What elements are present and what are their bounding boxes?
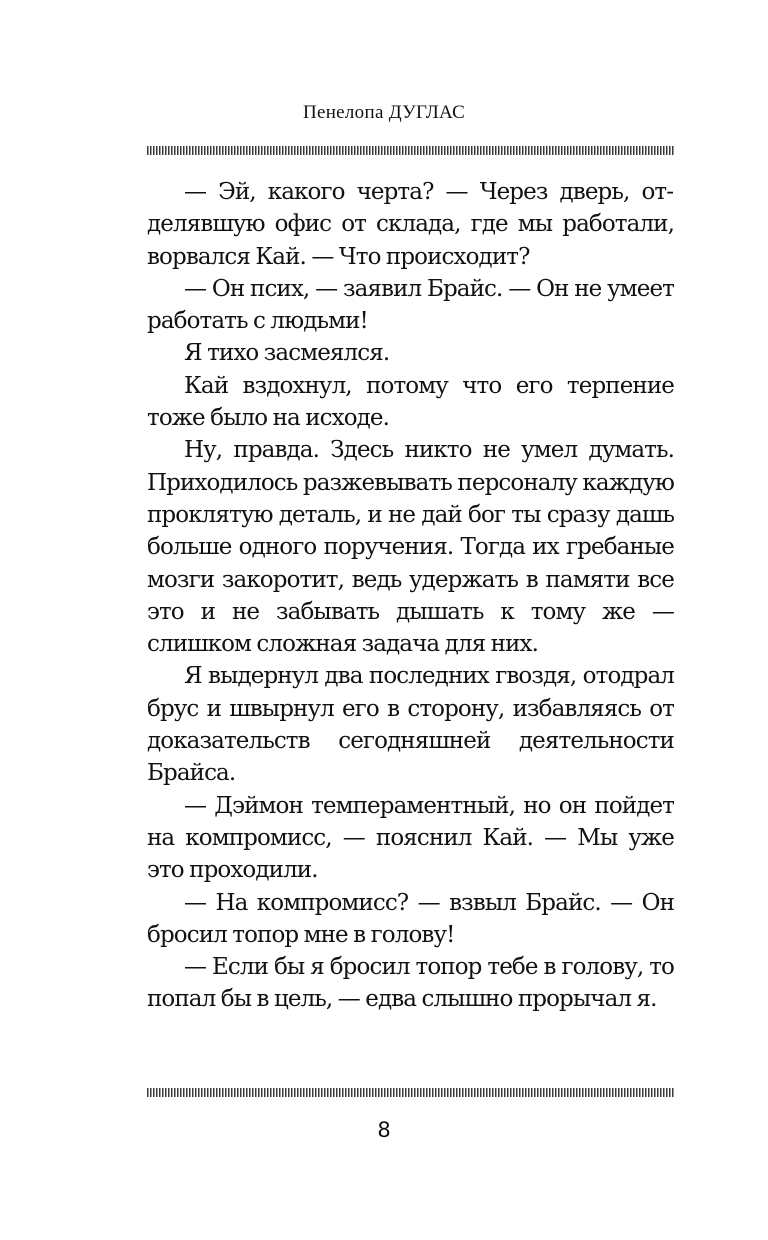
bottom-decorative-rule: [147, 1088, 674, 1097]
paragraph: Я выдернул два последних гвоздя, отодрал брус и швырнул его в сторону, избавляясь от доказательств сегодняшней деятельности Брайса.: [147, 663, 674, 787]
paragraph: — На компромисс? — взвыл Брайс. — Он бросил топор мне в голову!: [147, 889, 674, 948]
paragraph: Я тихо засмеялся.: [184, 340, 390, 367]
paragraph: Ну, правда. Здесь никто не умел думать. Приходилось разжевывать персоналу каждую проклятую деталь, и не дай бог ты сразу дашь больше одного поручения. Тогда их гребаные мозги закоротит, ведь удержать в памяти все это и не забывать дышать к тому же — слишком сложная задача для них.: [147, 437, 674, 658]
page-number: 8: [377, 1118, 391, 1142]
paragraph: — Дэймон темпераментный, но он пойдет на компромисс, — пояснил Кай. — Мы уже это проходили.: [147, 792, 674, 884]
paragraph: — Эй, какого черта? — Через дверь, отделявшую офис от склада, где мы работали, ворвался Кай. — Что происходит?: [147, 179, 674, 270]
paragraph: — Он псих, — заявил Брайс. — Он не умеет работать с людьми!: [147, 275, 674, 335]
body-text: [147, 176, 674, 1016]
paragraph: Кай вздохнул, потому что его терпение тоже было на исходе.: [147, 372, 674, 432]
running-head-author: Пенелопа ДУГЛАС: [302, 102, 466, 123]
paragraph: — Если бы я бросил топор тебе в голову, то попал бы в цель, — едва слышно прорычал я.: [147, 954, 674, 1013]
top-decorative-rule: [147, 146, 674, 155]
